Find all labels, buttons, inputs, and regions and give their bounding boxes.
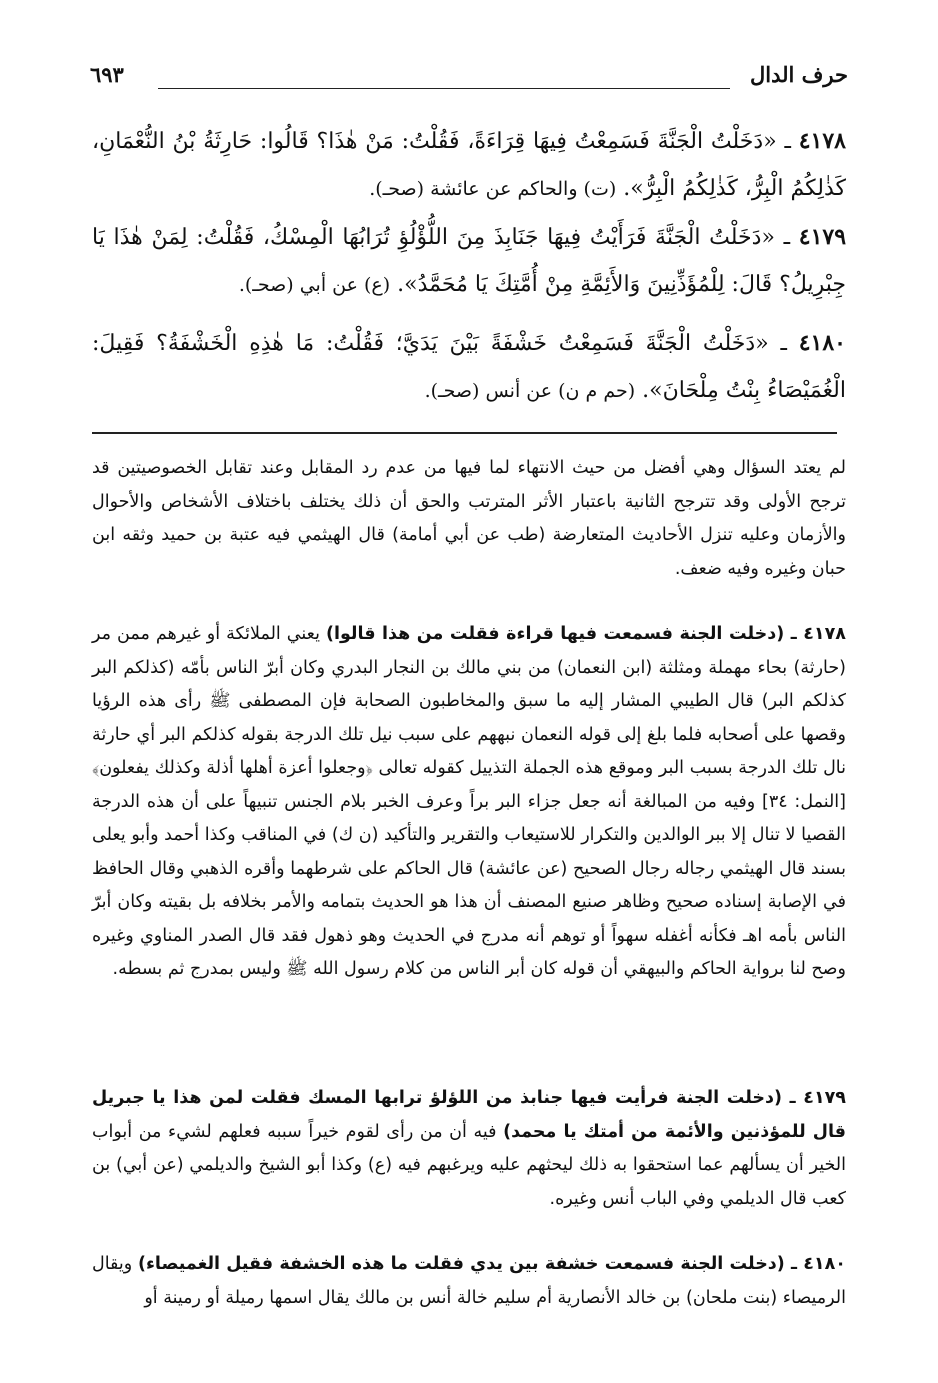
commentary-text: لم يعتد السؤال وهي أفضل من حيث الانتهاء لما فيها من عدم رد المقابل وعند تقابل الخصوصيتين قد ترجح الأولى وقد تترجح الثانية باعتبار الأثر المترتب والحق أن ذلك يختلف باختلاف الأشخاص والأحوال والأزمان وعليه تنزل الأحاديث المتعارضة (طب عن أبي أمامة) قال الهيثمي فيه عتبة بن حميد وثقه ابن حبان وغيره وفيه ضعف.	[92, 458, 846, 579]
commentary-text: يعني الملائكة أو غيرهم ممن مر (حارثة) بحاء مهملة ومثلثة (ابن النعمان) من بني مالك بن النجار البدري وكان أبرّ الناس بأمّه (كذلكم البر كذلكم البر) قال الطيبي المشار إليه ما سبق والمخاطبون الصحابة فإن المصطفى ﷺ رأى هذه الرؤيا وقصها على أصحابه فلما بلغ إلى قوله النعمان نبههم على سبب نيل تلك الدرجة بقوله كذلكم البر أي حارثة نال تلك الدرجة بسبب البر وموقع هذه الجملة التذييل كقوله تعالى ﴿وجعلوا أعزة أهلها أذلة وكذلك يفعلون﴾ [النمل: ٣٤] وفيه من المبالغة أنه جعل جزاء البر براً وعرف الخبر بلام الجنس تنبيهاً على أن هذه الدرجة القصيا لا تنال إلا ببر الوالدين والتكرار للاستيعاب والتقرير والتأكيد (ن ك) في المناقب وكذا أحمد وأبو يعلى بسند قال الهيثمي رجاله رجال الصحيح (عن عائشة) قال الحاكم على شرطهما وأقره الذهبي وقال الحافظ في الإصابة إسناده صحيح وظاهر صنيع المصنف أن هذا هو الحديث بتمامه والأمر بخلافه بل بقيته وكان أبرّ الناس بأمه اهـ فكأنه أغفله سهواً أو توهم أنه مدرج في الحديث وهو ذهول فقد قال الصدر المناوي وغيره وصح لنا برواية الحاكم والبيهقي أن قوله كان أبر الناس من كلام رسول الله ﷺ وليس بمدرج ثم بسطه.	[92, 624, 846, 979]
commentary-text: ويقال الرميصاء (بنت ملحان) بن خالد الأنصارية أم سليم خالة أنس بن مالك يقال اسمها رميلة أو رمينة أو	[92, 1254, 846, 1308]
commentary-lead: ٤١٨٠ ـ (دخلت الجنة فسمعت خشفة بين يدي فقلت ما هذه الخشفة فقيل الغميصاء)	[137, 1254, 846, 1274]
hadith-text: «دَخَلْتُ الْجَنَّةَ فَرَأَيْتُ فِيهَا جَنَابِذَ مِنَ اللُّؤْلُؤِ تُرَابُهَا الْمِسْكُ، فَقُلْتُ: لِمَنْ هٰذَا يَا جِبْرِيلُ؟ قَالَ: لِلْمُؤَذِّنِينَ وَالأَئِمَّةِ مِنْ أُمَّتِكَ يَا مُحَمَّدُ».	[92, 225, 846, 297]
commentary-section	[92, 1248, 846, 1315]
commentary-lead: ٤١٧٩ ـ (دخلت الجنة فرأيت فيها جنابذ من اللؤلؤ ترابها المسك فقلت لمن هذا يا جبريل قال للمؤذنين والأئمة من أمتك يا محمد)	[92, 1088, 846, 1142]
commentary-text: فيه أن من رأى لقوم خيراً سببه فعلهم لشيء من أبواب الخير أن يسألهم عما استحقوا به ذلك ليحثهم عليه ويرغبهم فيه (ع) وكذا أبو الشيخ والديلمي (عن أبي) بن كعب قال الديلمي وفي الباب أنس وغيره.	[92, 1121, 846, 1209]
commentary-section	[92, 1082, 846, 1216]
hadith-text: «دَخَلْتُ الْجَنَّةَ فَسَمِعْتُ فِيهَا قِرَاءَةً، فَقُلْتُ: مَنْ هٰذَا؟ قَالُوا: حَارِثَةُ بْنُ النُّعْمَانِ، كَذٰلِكُمُ الْبِرُّ، كَذٰلِكُمُ الْبِرُّ».	[92, 129, 846, 201]
hadith-number: ٤١٧٩	[798, 224, 847, 250]
hadith-source: (ع) عن أبي (صحـ).	[238, 274, 391, 296]
hadith-text: «دَخَلْتُ الْجَنَّةَ فَسَمِعْتُ خَشْفَةً بَيْنَ يَدَيَّ؛ فَقُلْتُ: مَا هٰذِهِ الْخَشْفَةُ؟ فَقِيلَ: الْغُمَيْصَاءُ بِنْتُ مِلْحَانَ».	[92, 331, 846, 403]
header-rule	[158, 88, 730, 89]
commentary-section	[92, 618, 846, 987]
chapter-title: حرف الدال	[750, 62, 848, 87]
hadith-number: ٤١٧٨	[798, 128, 846, 154]
commentary-intro	[92, 452, 846, 586]
hadith-number: ٤١٨٠	[798, 330, 846, 356]
hadith-entry: ٤١٧٩ ـ «دَخَلْتُ الْجَنَّةَ فَرَأَيْتُ فِيهَا جَنَابِذَ مِنَ اللُّؤْلُؤِ تُرَابُهَا الْمِسْكُ، فَقُلْتُ: لِمَنْ هٰذَا يَا جِبْرِيلُ؟ قَالَ: لِلْمُؤَذِّنِينَ وَالأَئِمَّةِ مِنْ أُمَّتِكَ يَا مُحَمَّدُ». (ع) عن أبي (صحـ).	[92, 224, 847, 297]
hadith-source: (ت) والحاكم عن عائشة (صحـ).	[369, 178, 617, 200]
hadith-entry: ٤١٨٠ ـ «دَخَلْتُ الْجَنَّةَ فَسَمِعْتُ خَشْفَةً بَيْنَ يَدَيَّ؛ فَقُلْتُ: مَا هٰذِهِ الْخَشْفَةُ؟ فَقِيلَ: الْغُمَيْصَاءُ بِنْتُ مِلْحَانَ». (حم م ن) عن أنس (صحـ).	[92, 330, 846, 403]
page-header	[90, 62, 848, 102]
hadith-entry: ٤١٧٨ ـ «دَخَلْتُ الْجَنَّةَ فَسَمِعْتُ فِيهَا قِرَاءَةً، فَقُلْتُ: مَنْ هٰذَا؟ قَالُوا: حَارِثَةُ بْنُ النُّعْمَانِ، كَذٰلِكُمُ الْبِرُّ، كَذٰلِكُمُ الْبِرُّ». (ت) والحاكم عن عائشة (صحـ).	[92, 128, 846, 201]
commentary-lead: ٤١٧٨ ـ (دخلت الجنة فسمعت فيها قراءة فقلت من هذا قالوا)	[325, 624, 846, 644]
page-number: ٦٩٣	[90, 62, 124, 87]
hadith-source: (حم م ن) عن أنس (صحـ).	[424, 380, 636, 402]
footnote-divider	[92, 432, 837, 434]
